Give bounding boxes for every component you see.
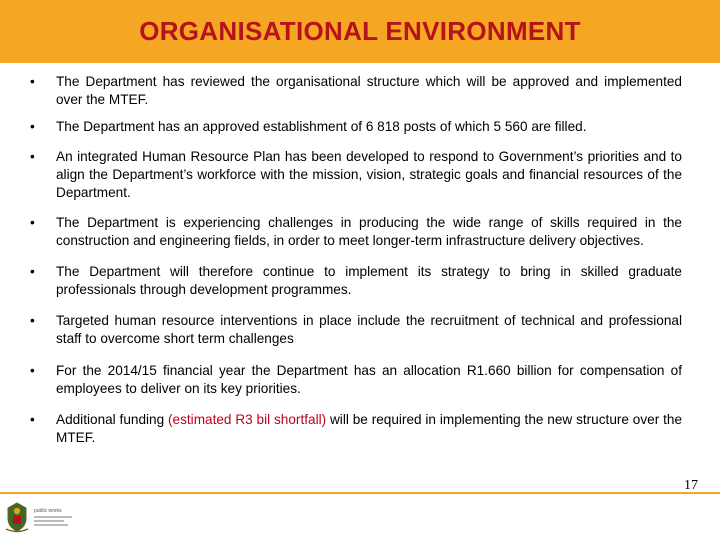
logo-text (34, 508, 72, 526)
bullet-text: The Department is experiencing challenges in producing the wide range of skills required in the construction and engineering fields, in order to meet longer-term infrastructure delivery objectives. (56, 215, 682, 248)
list-item (30, 118, 682, 136)
bullet-text: For the 2014/15 financial year the Department has an allocation R1.660 billion for compensation of employees to deliver on its key priorities. (56, 363, 682, 396)
list-item (30, 263, 682, 299)
bullet-symbol: • (30, 149, 35, 164)
page-title: ORGANISATIONAL ENVIRONMENT (139, 16, 581, 46)
list-item (30, 411, 682, 447)
bullet-symbol: • (30, 313, 35, 328)
department-logo (4, 500, 80, 534)
title-banner (0, 0, 720, 63)
bullet-text (56, 411, 682, 447)
list-item (30, 312, 682, 348)
bullet-text: The Department has an approved establishment of 6 818 posts of which 5 560 are filled. (56, 119, 587, 134)
bullet-text: An integrated Human Resource Plan has been developed to respond to Government’s priorities and to align the Department’s workforce with the mission, vision, strategic goals and financial resources of the Department. (56, 149, 682, 200)
bullet-symbol: • (30, 215, 35, 230)
bullet-text-before: Additional funding (56, 412, 169, 427)
bullet-text: The Department will therefore continue to implement its strategy to bring in skilled graduate professionals through development programmes. (56, 264, 682, 297)
bullet-symbol: • (30, 74, 35, 89)
list-item (30, 362, 682, 398)
list-item (30, 148, 682, 202)
bullet-symbol: • (30, 412, 35, 427)
list-item (30, 73, 682, 109)
coat-of-arms-icon (4, 501, 30, 533)
logo-line (34, 520, 64, 522)
bullet-text: Targeted human resource interventions in place include the recruitment of technical and professional staff to overcome short term challenges (56, 313, 682, 346)
bullet-symbol: • (30, 264, 35, 279)
logo-line (34, 516, 72, 518)
footer-divider (0, 492, 720, 494)
list-item (30, 214, 682, 250)
bullet-symbol: • (30, 363, 35, 378)
shortfall-highlight: (estimated R3 bil shortfall) (168, 412, 327, 427)
bullet-text: The Department has reviewed the organisational structure which will be approved and implemented over the MTEF. (56, 74, 682, 107)
bullet-symbol: • (30, 119, 35, 134)
page-number: 17 (684, 478, 698, 493)
bullet-text-after: will be required in implementing the new structure over the MTEF. (56, 412, 683, 445)
bullet-list (30, 73, 682, 447)
logo-line (34, 524, 68, 526)
logo-org-name: public works (34, 508, 62, 514)
